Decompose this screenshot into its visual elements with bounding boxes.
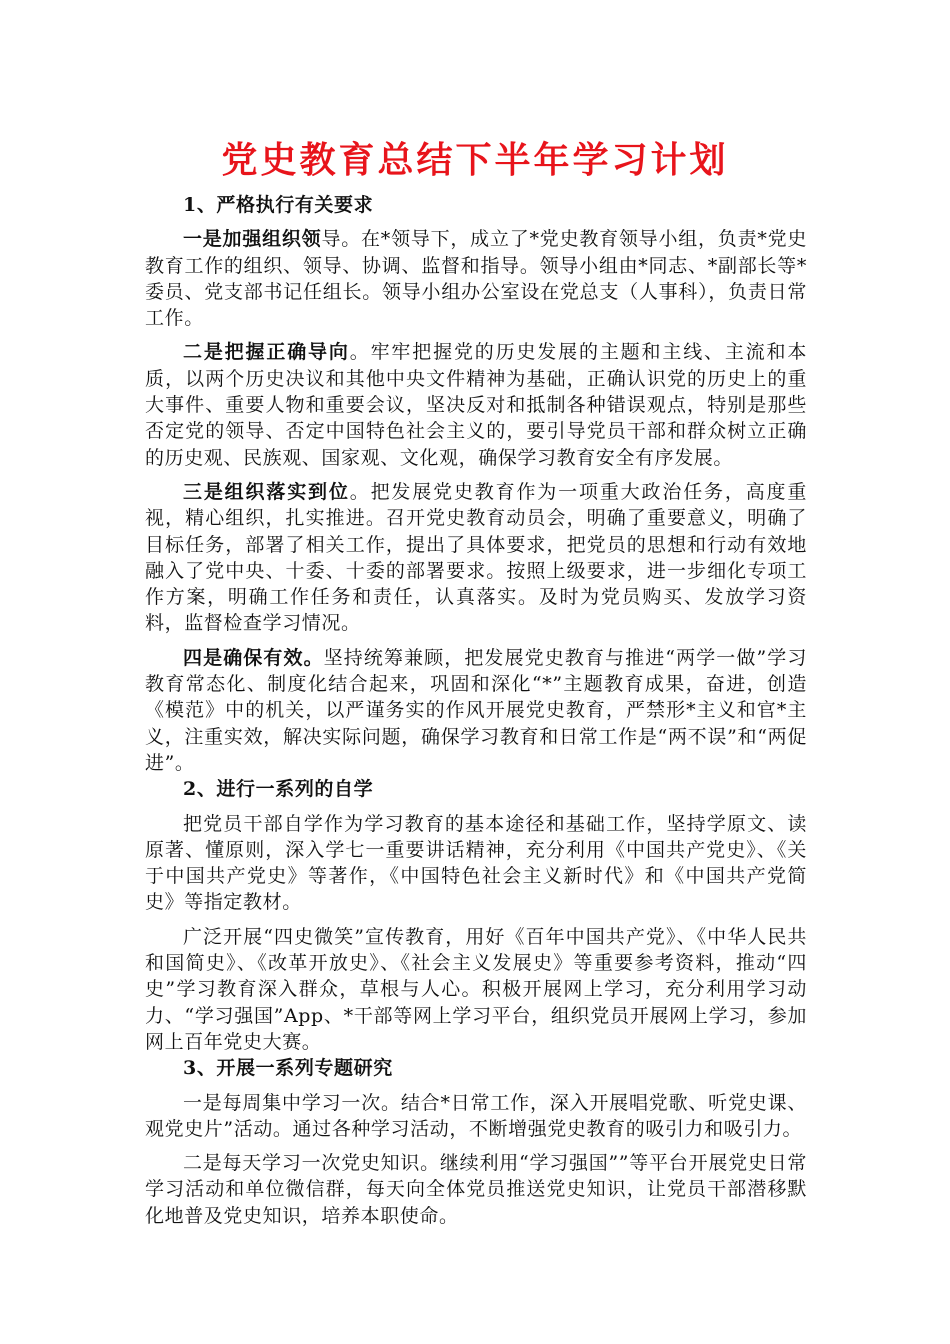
paragraph-text: 广泛开展“四史微笑”宣传教育，用好《百年中国共产党》、《中华人民共和国简史》、《改革开放史》、《社会主义发展史》等重要参考资料，推动“四史”学习教育深入群众，草根与人心。积极开展网上学习，充分利用学习动力、“学习强国”App、*干部等网上学习平台，组织党员开展网上学习，参加网上百年党史大赛。 — [145, 925, 807, 1053]
paragraph — [145, 339, 807, 470]
paragraph-text: 。牢牢把握党的历史发展的主题和主线、主流和本质，以两个历史决议和其他中央文件精神为基础，正确认识党的历史上的重大事件、重要人物和重要会议，坚决反对和抵制各种错误观点，特别是那些否定党的领导、否定中国特色社会主义的，要引导党员干部和群众树立正确的历史观、民族观、国家观、文化观，确保学习教育安全有序发展。 — [145, 341, 807, 469]
paragraph-lead: 三是组织落实到位 — [183, 480, 350, 503]
paragraph-text: 把党员干部自学作为学习教育的基本途径和基础工作，坚持学原文、读原著、懂原则，深入学七一重要讲话精神，充分利用《中国共产党史》、《关于中国共产党史》等著作，《中国特色社会主义新时代》和《中国共产党简史》等指定教材。 — [145, 812, 807, 914]
section-heading: 3、开展一系列专题研究 — [183, 1057, 393, 1080]
document-body — [145, 192, 807, 1229]
paragraph-text: 坚持统筹兼顾，把发展党史教育与推进“两学一做”学习教育常态化、制度化结合起来，巩固和深化“*”主题教育成果，奋进，创造《模范》中的机关，以严谨务实的作风开展党史教育，严禁形*主义和官*主义，注重实效，解决实际问题，确保学习教育和日常工作是“两不误”和“两促进”。 — [145, 646, 807, 774]
paragraph — [145, 479, 807, 637]
paragraph-text: 。把发展党史教育作为一项重大政治任务，高度重视，精心组织，扎实推进。召开党史教育动员会，明确了重要意义，明确了目标任务，部署了相关工作，提出了具体要求，把党员的思想和行动有效地融入了党中央、十委、十委的部署要求。按照上级要求，进一步细化专项工作方案，明确工作任务和责任，认真落实。及时为党员购买、发放学习资料，监督检查学习情况。 — [145, 480, 807, 635]
paragraph-lead: 二是把握正确导向 — [183, 341, 350, 364]
paragraph — [145, 645, 807, 776]
paragraph — [145, 1150, 807, 1229]
document-title: 党史教育总结下半年学习计划 — [221, 139, 729, 181]
paragraph-text: 导。在*领导下，成立了*党史教育领导小组，负责*党史教育工作的组织、领导、协调、监督和指导。领导小组由*同志、*副部长等*委员、党支部书记任组长。领导小组办公室设在党总支（人事科），负责日常工作。 — [145, 228, 807, 330]
paragraph — [145, 1090, 807, 1143]
paragraph — [145, 226, 807, 331]
paragraph — [145, 811, 807, 916]
paragraph — [145, 924, 807, 1055]
section-heading: 1、严格执行有关要求 — [183, 194, 374, 216]
paragraph-lead: 四是确保有效。 — [183, 646, 324, 669]
paragraph-text: 一是每周集中学习一次。结合*日常工作，深入开展唱党歌、听党史课、观党史片”活动。通过各种学习活动，不断增强党史教育的吸引力和吸引力。 — [145, 1091, 807, 1140]
section-heading: 2、进行一系列的自学 — [183, 778, 374, 801]
paragraph-lead: 一是加强组织领 — [183, 228, 322, 251]
paragraph-text: 二是每天学习一次党史知识。继续利用“学习强国””等平台开展党史日常学习活动和单位微信群，每天向全体党员推送党史知识，让党员干部潜移默化地普及党史知识，培养本职使命。 — [145, 1152, 807, 1227]
